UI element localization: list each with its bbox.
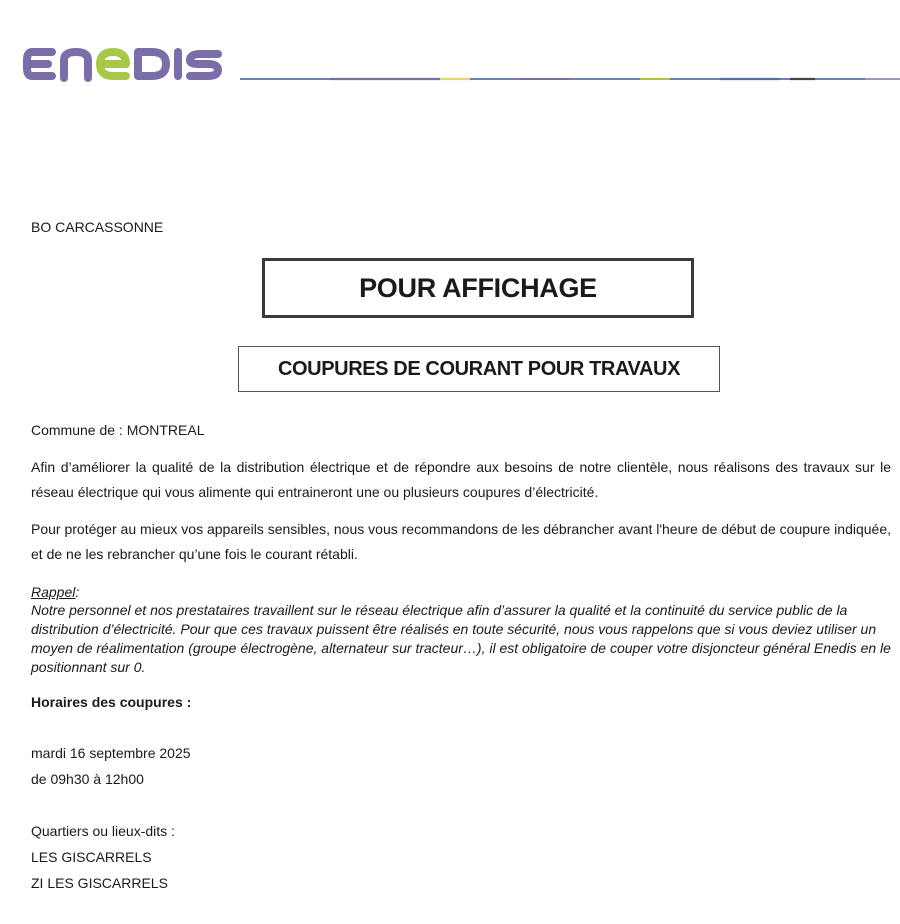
notice-title: POUR AFFICHAGE xyxy=(359,272,597,303)
reminder-heading xyxy=(31,584,79,600)
header-rule xyxy=(240,76,900,82)
outage-date: mardi 16 septembre 2025 xyxy=(31,745,191,761)
schedule-title: Horaires des coupures : xyxy=(31,694,192,710)
office-name: BO CARCASSONNE xyxy=(31,219,164,235)
advice-paragraph: Pour protéger au mieux vos appareils sensibles, nous vous recommandons de les débrancher avant l'heure de début de coupure indiquée, et de ne les rebrancher qu’une fois le courant rétabli. xyxy=(31,521,891,562)
notice-subtitle: COUPURES DE COURANT POUR TRAVAUX xyxy=(277,357,681,380)
location-item: ZI LES GISCARRELS xyxy=(31,875,168,891)
intro-paragraph: Afin d’améliorer la qualité de la distribution électrique et de répondre aux besoins de notre clientèle, nous réalisons des travaux sur le réseau électrique qui vous alimente qui entraineront une ou plusieurs coupures d’électricité. xyxy=(31,459,891,500)
reminder-title: Rappel xyxy=(31,584,76,600)
outage-hours: de 09h30 à 12h00 xyxy=(31,771,144,787)
commune-line: Commune de : MONTREAL xyxy=(31,422,205,438)
enedis-logo xyxy=(22,40,224,88)
location-item: LES GISCARRELS xyxy=(31,849,152,865)
reminder-text: Notre personnel et nos prestataires travaillent sur le réseau électrique afin d’assurer la qualité et la continuité du service public de la distribution d’électricité. Pour que ces travaux puissent être réalisés en toute sécurité, nous vous rappelons que si vous deviez utiliser un moyen de réalimentation (groupe électrogène, alternateur sur tracteur…), il est obligatoire de couper votre disjoncteur général Enedis en le positionnant sur 0. xyxy=(31,602,891,675)
locations-title: Quartiers ou lieux-dits : xyxy=(31,823,175,839)
reminder-title-suffix: : xyxy=(75,584,80,600)
notice-subtitle-box xyxy=(238,346,720,392)
notice-title-box xyxy=(262,258,694,318)
